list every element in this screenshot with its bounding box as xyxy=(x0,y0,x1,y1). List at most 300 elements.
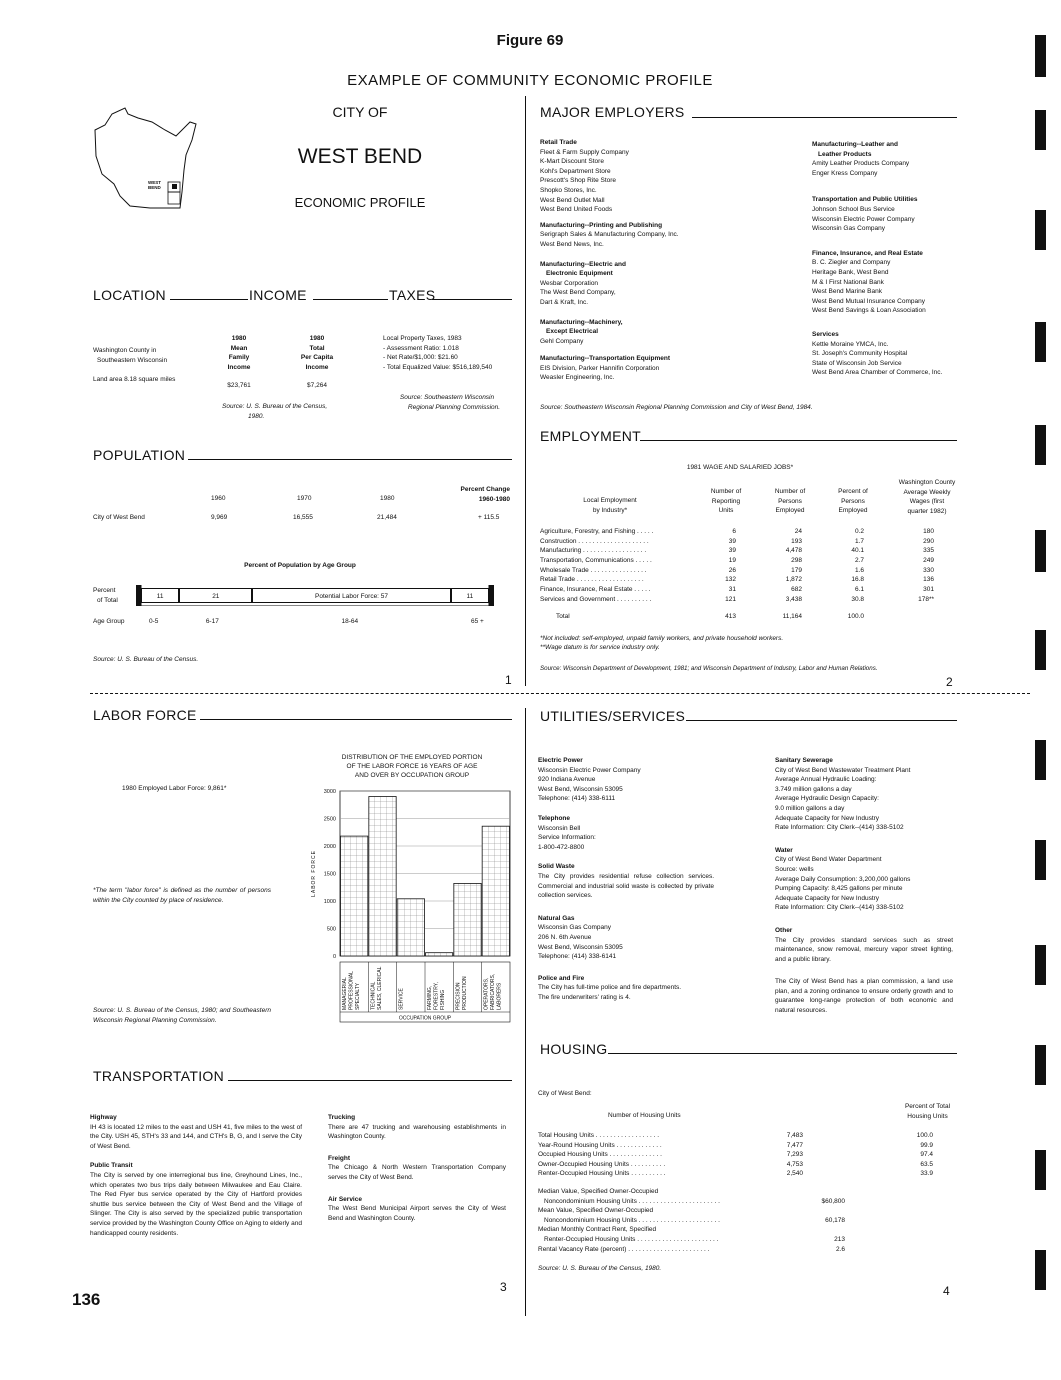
employer-group-heading: Manufacturing--Leather and xyxy=(812,141,898,148)
weekly-wages: 335 xyxy=(923,547,934,555)
utility-line: Wisconsin Bell xyxy=(538,824,581,832)
panel-number-3: 3 xyxy=(500,1280,507,1294)
location-text: Washington County in Southeastern Wisconsin Land area 8.18 square miles xyxy=(93,347,176,384)
map-city-label: WEST BEND xyxy=(148,180,161,190)
utility-line: City of West Bend Water Department xyxy=(775,856,882,864)
employer-name: Fleet & Farm Supply Company xyxy=(540,148,629,156)
occupation-bar xyxy=(482,826,509,956)
housing-value: 213 xyxy=(834,1235,845,1243)
employer-name: Enger Kress Company xyxy=(812,169,878,177)
transportation-heading: Public Transit xyxy=(90,1162,133,1170)
employed-labor-force: 1980 Employed Labor Force: 9,861* xyxy=(122,785,227,792)
employer-name: Gehl Company xyxy=(540,337,584,345)
utility-section xyxy=(775,926,953,964)
utility-paragraph: The City of West Bend has a plan commission, a land use plan, and a zoning ordinance to ensure orderly growth and to guarantee long-range protection of both economic and natural resources. xyxy=(775,978,953,1015)
x-axis-label: OCCUPATION GROUP xyxy=(398,1015,452,1022)
housing-value: $60,800 xyxy=(821,1197,845,1205)
utility-line: Service Information: xyxy=(538,834,596,842)
employer-group xyxy=(812,249,972,316)
utility-section xyxy=(775,977,953,1015)
housing-row-value: 7,477 xyxy=(786,1141,803,1149)
employer-name: West Bend Marine Bank xyxy=(812,288,882,296)
heading-population: POPULATION xyxy=(93,447,186,463)
employment-table-title: 1981 WAGE AND SALARIED JOBS* xyxy=(686,464,794,471)
persons-employed: 3,438 xyxy=(785,595,802,603)
x-category-label: TECHNICAL xyxy=(370,981,377,1010)
employment-col1-header: Number of Reporting Units xyxy=(710,488,742,515)
housing-row-value: 7,483 xyxy=(786,1132,803,1139)
employer-name: West Bend United Foods xyxy=(540,206,613,214)
reporting-units: 6 xyxy=(732,528,736,535)
utility-section xyxy=(538,862,714,900)
housing-value-label: Renter-Occupied Housing Units . . . . . . . . . . . . . . . . . . . . . . . xyxy=(544,1235,719,1243)
employer-name: Dart & Kraft, Inc. xyxy=(540,298,589,306)
housing-value-label: Median Value, Specified Owner-Occupied xyxy=(538,1188,659,1195)
utility-line: 920 Indiana Avenue xyxy=(538,776,596,784)
utility-line: City of West Bend Wastewater Treatment Plant xyxy=(775,766,911,774)
heading-income: INCOME xyxy=(249,287,307,303)
utility-line: Adequate Capacity for New Industry xyxy=(775,894,880,902)
x-category-label: FORESTRY, xyxy=(433,982,440,1010)
employer-group xyxy=(812,140,972,178)
chart-title: DISTRIBUTION OF THE EMPLOYED PORTION OF THE LABOR FORCE 16 YEARS OF AGE AND OVER BY OCCUPATION GROUP xyxy=(341,754,483,779)
y-tick-label: 0 xyxy=(332,954,336,960)
housing-percent-header: Percent of Total Housing Units xyxy=(904,1103,951,1120)
employment-row xyxy=(540,527,970,537)
employer-group-heading: Finance, Insurance, and Real Estate xyxy=(812,249,923,257)
employment-col3-header: Percent of Persons Employed xyxy=(838,488,868,515)
employer-name: B. C. Ziegler and Company xyxy=(812,259,891,267)
income-mean-family: $23,761 xyxy=(227,382,251,389)
housing-value-label: Median Monthly Contract Rent, Specified xyxy=(538,1226,657,1234)
utility-line: Adequate Capacity for New Industry xyxy=(775,814,880,822)
page-number: 136 xyxy=(72,1290,101,1309)
employer-group-heading: Manufacturing--Electric and xyxy=(540,260,626,268)
y-tick-label: 2000 xyxy=(323,844,336,850)
employment-row xyxy=(540,595,970,605)
utility-line: Telephone: (414) 338-6141 xyxy=(538,953,617,961)
housing-value-label: Mean Value, Specified Owner-Occupied xyxy=(538,1207,654,1215)
reporting-units: 39 xyxy=(728,547,736,555)
utility-line: The fire underwriters' rating is 4. xyxy=(538,993,631,1001)
transportation-section xyxy=(328,1113,506,1142)
housing-value-row xyxy=(538,1206,968,1225)
utility-line: West Bend, Wisconsin 53095 xyxy=(538,943,623,951)
housing-row xyxy=(538,1141,968,1151)
employment-row xyxy=(540,585,970,595)
housing-row-percent: 97.4 xyxy=(920,1151,933,1159)
income-col2-header: 1980 Total Per Capita Income xyxy=(300,335,334,371)
employer-name: West Bend Outlet Mall xyxy=(540,196,605,204)
heading-utilities: UTILITIES/SERVICES xyxy=(540,708,686,724)
utility-heading: Police and Fire xyxy=(538,974,585,982)
panel-number-1: 1 xyxy=(505,673,512,687)
employment-col2-header: Number of Persons Employed xyxy=(774,488,806,515)
employer-group xyxy=(540,221,800,250)
employer-name: West Bend Mutual Insurance Company xyxy=(812,297,925,305)
housing-table xyxy=(538,1131,968,1179)
housing-row xyxy=(538,1150,968,1160)
employment-row xyxy=(540,556,970,566)
employer-group xyxy=(812,195,972,233)
housing-value-row xyxy=(538,1245,968,1255)
housing-row-percent: 99.9 xyxy=(920,1141,933,1149)
employer-group-heading: Electronic Equipment xyxy=(546,270,613,278)
utility-line: Wisconsin Gas Company xyxy=(538,924,611,932)
employer-group xyxy=(540,260,800,308)
employer-group xyxy=(540,354,800,383)
transportation-paragraph: The West Bend Municipal Airport serves the City of West Bend and Washington County. xyxy=(328,1205,506,1222)
employer-group-heading: Services xyxy=(812,330,839,338)
age-group-title: Percent of Population by Age Group xyxy=(244,562,356,569)
utility-section xyxy=(775,756,953,833)
employment-row xyxy=(540,537,970,547)
age-group-bar xyxy=(136,585,494,606)
transportation-paragraph: The City is served by one interregional bus line, Greyhound Lines, Inc., which operates two bus trips daily between Milwaukee and Eau Claire. The Red Flyer bus service operated by the City of Hartford provides shuttle bus service between the City of West Bend and the Village of Slinger. The City is also served by the specialized public transportation service provided by the Washington County Office on Aging to elderly and handicapped county residents. xyxy=(90,1171,302,1237)
employer-name: Prescott's Shop Rite Store xyxy=(540,177,617,185)
reporting-units: 121 xyxy=(725,595,736,603)
utility-heading: Sanitary Sewerage xyxy=(775,757,833,764)
age-segment: 11 xyxy=(141,588,179,603)
taxes-text: Local Property Taxes, 1983 - Assessment Ratio: 1.018 - Net Rate/$1,000: $21.60 - Total Equalized Value: $516,189,540 xyxy=(383,335,493,371)
y-tick-label: 3000 xyxy=(323,789,336,795)
x-category-label: FISHING xyxy=(440,989,446,1010)
employment-row xyxy=(540,575,970,585)
percent-employed: 0.2 xyxy=(854,528,864,535)
main-title: EXAMPLE OF COMMUNITY ECONOMIC PROFILE xyxy=(347,72,713,89)
housing-values-table xyxy=(538,1187,968,1254)
persons-employed: 682 xyxy=(791,586,802,594)
transportation-heading: Trucking xyxy=(328,1114,356,1121)
housing-row-name: Year-Round Housing Units . . . . . . . . . . . . . xyxy=(538,1141,662,1149)
persons-employed: 24 xyxy=(794,528,802,535)
utility-line: Average Hydraulic Design Capacity: xyxy=(775,795,879,803)
employer-name: Wisconsin Electric Power Company xyxy=(812,215,915,223)
housing-row xyxy=(538,1169,968,1179)
population-1960: 9,969 xyxy=(211,514,228,521)
employer-group-heading: Transportation and Public Utilities xyxy=(812,196,918,204)
percent-employed: 2.7 xyxy=(854,557,864,565)
percent-employed: 6.1 xyxy=(854,586,864,594)
transportation-paragraph: IH 43 is located 12 miles to the east and USH 41, five miles to the west of the City. USH 45, STH's 33 and 144, and CTH's B, G, and I serve the City of West Bend. xyxy=(90,1123,302,1150)
population-header-1960: 1960 xyxy=(211,495,226,502)
utility-heading: Other xyxy=(775,926,793,934)
employer-name: Heritage Bank, West Bend xyxy=(812,268,889,276)
employer-group-heading: Manufacturing--Machinery, xyxy=(540,318,623,326)
utilities-right-column xyxy=(775,756,953,1016)
percent-employed: 16.8 xyxy=(851,576,864,584)
employer-name: Kohl's Department Store xyxy=(540,167,611,175)
employer-name: Wisconsin Gas Company xyxy=(812,225,885,233)
y-tick-label: 500 xyxy=(326,926,336,933)
transportation-section xyxy=(90,1161,302,1238)
y-tick-label: 2500 xyxy=(323,816,336,823)
panel-number-4: 4 xyxy=(943,1284,950,1298)
persons-employed: 1,872 xyxy=(785,576,802,584)
persons-employed: 298 xyxy=(791,557,802,565)
transportation-heading: Highway xyxy=(90,1114,117,1121)
labor-force-note: *The term "labor force" is defined as the number of persons within the City counted by place of residence. xyxy=(93,887,271,904)
age-group-value: 65 + xyxy=(471,618,484,625)
utility-paragraph: The City provides standard services such as street maintenance, snow removal, mercury vapor street lighting, and a public library. xyxy=(775,936,953,963)
housing-value: 60,178 xyxy=(825,1216,845,1224)
employer-group-heading: Leather Products xyxy=(818,150,872,158)
utilities-left-column xyxy=(538,756,714,1002)
housing-row-name: Renter-Occupied Housing Units . . . . . . . . . . xyxy=(538,1170,666,1178)
x-category-label: FARMING, xyxy=(427,985,433,1010)
employer-name: M & I First National Bank xyxy=(812,278,884,286)
utility-line: The City has full-time police and fire departments. xyxy=(538,984,682,992)
weekly-wages: 249 xyxy=(923,557,934,565)
housing-row-name: Occupied Housing Units . . . . . . . . . . . . . . . xyxy=(538,1151,662,1159)
employment-note-2: **Wage datum is for service industry only. xyxy=(540,644,660,651)
industry-name: Transportation, Communications . . . . . xyxy=(540,557,652,565)
reporting-units: 26 xyxy=(728,566,736,574)
population-1970: 16,555 xyxy=(293,514,313,521)
employment-row xyxy=(540,546,970,556)
utility-section xyxy=(538,756,714,804)
population-header-1970: 1970 xyxy=(297,495,312,502)
employer-name: Kettle Moraine YMCA, Inc. xyxy=(812,340,889,348)
wisconsin-map xyxy=(90,100,205,212)
utility-section xyxy=(538,814,714,852)
utility-line: Rate Information: City Clerk--(414) 338-5102 xyxy=(775,904,904,912)
housing-row-percent: 33.9 xyxy=(920,1170,933,1178)
employer-name: Serigraph Sales & Manufacturing Company, Inc. xyxy=(540,231,679,239)
employers-right-column xyxy=(812,140,972,378)
employers-source: Source: Southeastern Wisconsin Regional Planning Commission and City of West Bend, 1984. xyxy=(540,404,813,411)
age-segment: Potential Labor Force: 57 xyxy=(252,588,450,603)
employer-name: K-Mart Discount Store xyxy=(540,158,604,166)
occupation-bar xyxy=(341,836,368,956)
housing-row-percent: 100.0 xyxy=(916,1132,933,1139)
labor-force-source: Source: U. S. Bureau of the Census, 1980; and Southeastern Wisconsin Regional Planning Commission. xyxy=(93,1007,271,1024)
population-change: + 115.5 xyxy=(478,514,500,521)
industry-name: Services and Government . . . . . . . . . . xyxy=(540,595,652,603)
utility-line: Wisconsin Electric Power Company xyxy=(538,766,641,774)
heading-transportation: TRANSPORTATION xyxy=(93,1068,224,1084)
transportation-section xyxy=(90,1113,302,1151)
transportation-paragraph: There are 47 trucking and warehousing establishments in Washington County. xyxy=(328,1123,506,1141)
population-header-1980: 1980 xyxy=(380,495,395,502)
panel-number-2: 2 xyxy=(946,675,953,689)
utility-section xyxy=(775,846,953,913)
utility-line: Pumping Capacity: 8,425 gallons per minute xyxy=(775,885,903,893)
housing-city: City of West Bend: xyxy=(538,1090,592,1097)
heading-housing: HOUSING xyxy=(540,1041,608,1057)
y-axis-label: LABOR FORCE xyxy=(311,850,317,897)
persons-employed: 4,478 xyxy=(785,547,802,555)
employment-row xyxy=(540,566,970,576)
x-category-label: LABORERS xyxy=(496,982,503,1010)
population-change-header: Percent Change 1960-1980 xyxy=(460,486,510,503)
persons-employed: 193 xyxy=(791,537,802,545)
utility-heading: Water xyxy=(775,846,793,854)
utility-line: Average Annual Hydraulic Loading: xyxy=(775,776,877,784)
employment-source: Source: Wisconsin Department of Development, 1981; and Wisconsin Department of Industry, Labor and Human Relations. xyxy=(540,665,878,672)
x-category-label: SPECIALTY xyxy=(355,982,361,1010)
age-segment: 11 xyxy=(451,588,489,603)
percent-of-total-label: Percent of Total xyxy=(93,587,118,604)
housing-value-label: Noncondominium Housing Units . . . . . . . . . . . . . . . . . . . . . . . xyxy=(544,1197,720,1205)
employment-table-body xyxy=(540,527,970,605)
housing-row-value: 4,753 xyxy=(786,1160,803,1168)
x-category-label: PRECISION xyxy=(455,982,462,1010)
age-group-value: 18-64 xyxy=(341,618,359,625)
housing-row xyxy=(538,1131,968,1141)
heading-location: LOCATION xyxy=(93,287,166,303)
reporting-units: 39 xyxy=(728,537,736,545)
employer-name: Wesbar Corporation xyxy=(540,279,599,287)
industry-name: Agriculture, Forestry, and Fishing . . . . . xyxy=(540,528,654,535)
x-category-label: SALES, CLERICAL xyxy=(376,966,383,1010)
utility-line: 3.749 million gallons a day xyxy=(775,785,852,793)
utility-line: Telephone: (414) 338-6111 xyxy=(538,795,616,803)
employer-group-heading: Retail Trade xyxy=(540,139,577,146)
percent-employed: 1.6 xyxy=(854,566,864,574)
profile-city-name: WEST BEND xyxy=(297,145,423,168)
weekly-wages: 301 xyxy=(923,586,934,594)
heading-major-employers: MAJOR EMPLOYERS xyxy=(540,104,685,120)
center-divider-top xyxy=(525,96,526,686)
employer-name: The West Bend Company, xyxy=(540,289,616,297)
transportation-heading: Freight xyxy=(328,1154,351,1162)
employer-group-heading: Manufacturing--Transportation Equipment xyxy=(540,355,670,363)
housing-row xyxy=(538,1160,968,1170)
weekly-wages: 180 xyxy=(923,528,934,535)
heading-employment: EMPLOYMENT xyxy=(540,428,642,444)
employer-name: State of Wisconsin Job Service xyxy=(812,359,902,367)
utility-heading: Solid Waste xyxy=(538,863,575,871)
weekly-wages: 290 xyxy=(923,537,934,545)
housing-units-header: Number of Housing Units xyxy=(608,1112,681,1119)
transportation-section xyxy=(328,1195,506,1224)
profile-city-of: CITY OF xyxy=(332,104,388,120)
housing-row-value: 2,540 xyxy=(786,1170,803,1178)
housing-row-name: Owner-Occupied Housing Units . . . . . . . . . . xyxy=(538,1160,666,1168)
employer-name: Johnson School Bus Service xyxy=(812,205,895,213)
employer-name: Amity Leather Products Company xyxy=(812,160,910,168)
housing-value-row xyxy=(538,1187,968,1206)
occupation-bar-chart xyxy=(296,783,518,1033)
transportation-section xyxy=(328,1154,506,1183)
employment-note-1: *Not included: self-employed, unpaid family workers, and private household workers. xyxy=(540,635,784,642)
utility-line: Source: wells xyxy=(775,865,814,873)
employer-name: EIS Division, Parker Hannifin Corporation xyxy=(540,364,660,372)
housing-value-label: Rental Vacancy Rate (percent) . . . . . . . . . . . . . . . . . . . . . . . xyxy=(538,1245,710,1253)
reporting-units: 19 xyxy=(728,557,736,565)
y-tick-label: 1500 xyxy=(323,871,336,878)
occupation-bar xyxy=(369,797,396,957)
employer-group xyxy=(540,138,800,215)
employer-group-heading: Except Electrical xyxy=(546,328,599,336)
age-group-label: Age Group xyxy=(93,618,125,625)
x-category-label: OPERATORS, xyxy=(483,977,490,1010)
utility-line: West Bend, Wisconsin 53095 xyxy=(538,785,623,793)
utility-line: 206 N. 6th Avenue xyxy=(538,933,592,941)
utility-heading: Natural Gas xyxy=(538,914,575,922)
utility-paragraph: The City provides residential refuse collection services. Commercial and industrial solid waste is collected by private collection services. xyxy=(538,872,714,900)
occupation-bar xyxy=(454,883,481,956)
income-per-capita: $7,264 xyxy=(307,382,327,389)
population-source: Source: U. S. Bureau of the Census. xyxy=(93,656,199,663)
percent-employed: 1.7 xyxy=(854,537,864,545)
employer-group-heading: Manufacturing--Printing and Publishing xyxy=(540,221,663,229)
y-tick-label: 1000 xyxy=(323,899,336,905)
employer-name: West Bend Savings & Loan Association xyxy=(812,307,926,315)
employer-name: St. Joseph's Community Hospital xyxy=(812,350,908,358)
figure-label: Figure 69 xyxy=(496,32,564,49)
transportation-left-column xyxy=(90,1113,302,1238)
utility-heading: Electric Power xyxy=(538,757,583,764)
income-col1-header: 1980 Mean Family Income xyxy=(227,335,251,371)
housing-row-percent: 63.5 xyxy=(920,1160,933,1168)
housing-value-label: Noncondominium Housing Units . . . . . . . . . . . . . . . . . . . . . . . xyxy=(544,1216,720,1224)
reporting-units: 31 xyxy=(728,586,736,594)
employer-name: Shopko Stores, Inc. xyxy=(540,186,597,194)
employer-name: Weasler Engineering, Inc. xyxy=(540,374,615,382)
transportation-heading: Air Service xyxy=(328,1195,362,1203)
percent-employed: 40.1 xyxy=(851,547,864,555)
center-divider-bottom xyxy=(525,708,526,1316)
employer-name: West Bend Area Chamber of Commerce, Inc. xyxy=(812,369,943,377)
income-source: Source: U. S. Bureau of the Census, 1980. xyxy=(222,403,328,420)
industry-name: Finance, Insurance, Real Estate . . . . . xyxy=(540,586,651,594)
utility-heading: Telephone xyxy=(538,814,571,822)
weekly-wages: 330 xyxy=(923,566,934,574)
population-row-label: City of West Bend xyxy=(93,514,145,521)
utility-line: Average Daily Consumption: 3,200,000 gallons xyxy=(775,875,911,883)
employment-col0-header: Local Employment by Industry* xyxy=(583,497,637,514)
utility-section xyxy=(538,914,714,962)
x-category-label: PROFESSIONAL xyxy=(348,971,355,1010)
x-category-label: MANAGERIAL xyxy=(342,977,348,1010)
profile-subtitle: ECONOMIC PROFILE xyxy=(294,195,426,210)
industry-name: Wholesale Trade . . . . . . . . . . . . . . . . xyxy=(540,566,647,574)
heading-taxes: TAXES xyxy=(389,287,436,303)
reporting-units: 132 xyxy=(725,576,736,584)
horizontal-divider xyxy=(90,693,1030,694)
utility-line: 9.0 million gallons a day xyxy=(775,804,845,812)
employers-left-column xyxy=(540,138,800,383)
heading-labor-force: LABOR FORCE xyxy=(93,707,197,723)
employment-col4-header: Washington County Average Weekly Wages (first quarter 1982) xyxy=(898,479,956,515)
housing-value-row xyxy=(538,1225,968,1244)
age-group-value: 6-17 xyxy=(205,618,219,625)
weekly-wages: 136 xyxy=(923,576,934,584)
age-segment: 21 xyxy=(179,588,252,603)
taxes-source: Source: Southeastern Wisconsin Regional Planning Commission. xyxy=(399,394,501,411)
utility-section xyxy=(538,974,714,1003)
housing-source: Source: U. S. Bureau of the Census, 1980. xyxy=(538,1265,662,1272)
persons-employed: 179 xyxy=(791,566,802,574)
occupation-bar xyxy=(397,899,424,956)
housing-row-value: 7,293 xyxy=(786,1151,803,1159)
occupation-bar xyxy=(426,953,453,956)
age-group-value: 0-5 xyxy=(149,618,159,625)
population-1980: 21,484 xyxy=(377,514,397,521)
transportation-paragraph: The Chicago & North Western Transportation Company serves the City of West Bend. xyxy=(328,1164,506,1181)
industry-name: Retail Trade . . . . . . . . . . . . . . . . . . . xyxy=(540,576,644,584)
employer-name: West Bend News, Inc. xyxy=(540,240,604,248)
housing-value: 2.6 xyxy=(835,1245,845,1253)
percent-employed: 30.8 xyxy=(851,595,864,603)
x-category-label: SERVICE xyxy=(398,988,405,1010)
industry-name: Manufacturing . . . . . . . . . . . . . . . . . . xyxy=(540,547,647,555)
industry-name: Construction . . . . . . . . . . . . . . . . . . . . xyxy=(540,537,649,545)
housing-row-name: Total Housing Units . . . . . . . . . . . . . . . . . . xyxy=(538,1132,660,1139)
employer-group xyxy=(540,318,800,347)
